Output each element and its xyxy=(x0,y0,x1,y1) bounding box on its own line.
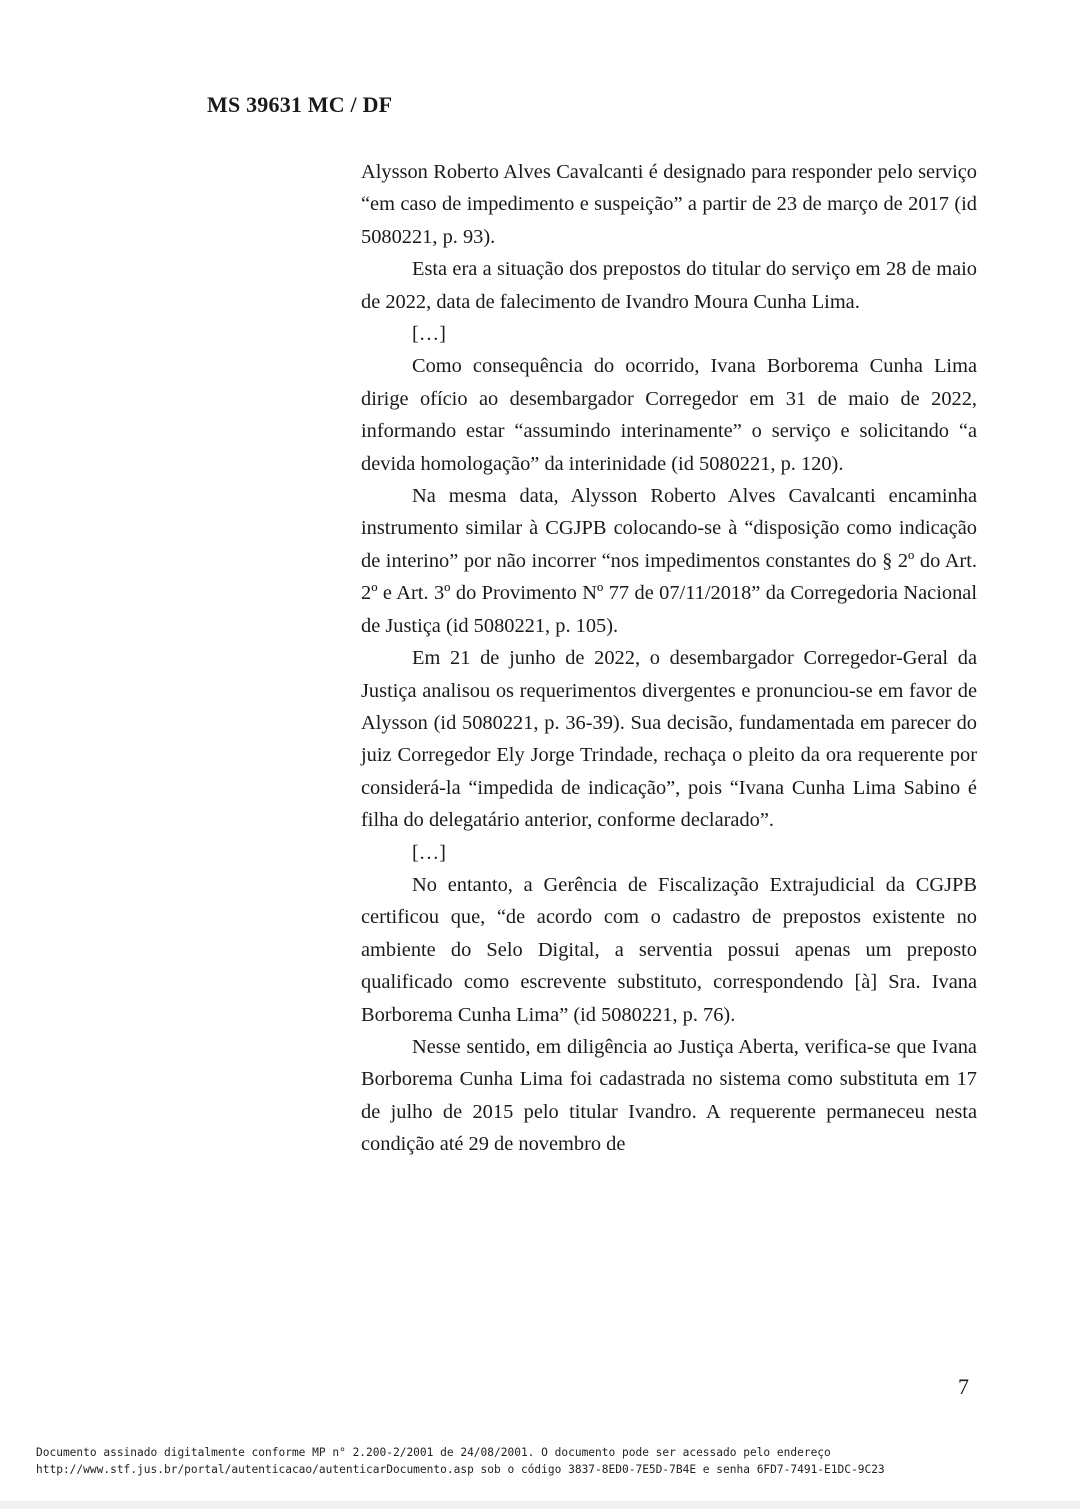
document-header: MS 39631 MC / DF xyxy=(207,92,393,117)
paragraph: Na mesma data, Alysson Roberto Alves Cavalcanti encaminha instrumento similar à CGJPB colocando-se à “disposição como indicação de interino” por não incorrer “nos impedimentos constantes do § 2º do Art. 2º e Art. 3º do Provimento Nº 77 de 07/11/2018” da Corregedoria Nacional de Justiça (id 5080221, p. 105). xyxy=(361,485,977,637)
paragraph: Como consequência do ocorrido, Ivana Borborema Cunha Lima dirige ofício ao desembargador Corregedor em 31 de maio de 2022, informando estar “assumindo interinamente” o serviço e solicitando “a devida homologação” da interinidade (id 5080221, p. 120). xyxy=(361,355,977,475)
page-number: 7 xyxy=(958,1374,969,1399)
footer-verification-line: http://www.stf.jus.br/portal/autenticacao/autenticarDocumento.asp sob o código 3837-8ED0-7E5D-7B4E e senha 6FD7-7491-E1DC-9C23 xyxy=(36,1463,885,1476)
footer-line: Documento assinado digitalmente conforme MP n° 2.200-2/2001 de 24/08/2001. O documento pode ser acessado pelo endereço xyxy=(36,1446,831,1459)
paragraph: Em 21 de junho de 2022, o desembargador Corregedor-Geral da Justiça analisou os requerimentos divergentes e pronunciou-se em favor de Alysson (id 5080221, p. 36-39). Sua decisão, fundamentada em parecer do juiz Corregedor Ely Jorge Trindade, rechaça o pleito da ora requerente por considerá-la “impedida de indicação”, pois “Ivana Cunha Lima Sabino é filha do delegatário anterior, conforme declarado”. xyxy=(361,647,977,832)
paragraph: No entanto, a Gerência de Fiscalização Extrajudicial da CGJPB certificou que, “de acordo com o cadastro de prepostos existente no ambiente do Selo Digital, a serventia possui apenas um preposto qualificado como escrevente substituto, correspondendo [à] Sra. Ivana Borborema Cunha Lima” (id 5080221, p. 76). xyxy=(361,873,977,1026)
digital-signature-footer xyxy=(36,1444,1036,1478)
omission-marker: […] xyxy=(412,841,446,864)
page-bottom-band xyxy=(0,1501,1080,1509)
omission-marker: […] xyxy=(412,323,446,346)
document-body xyxy=(361,156,977,1161)
paragraph: Alysson Roberto Alves Cavalcanti é designado para responder pelo serviço “em caso de impedimento e suspeição” a partir de 23 de março de 2017 (id 5080221, p. 93). xyxy=(361,161,977,248)
paragraph: Esta era a situação dos prepostos do titular do serviço em 28 de maio de 2022, data de falecimento de Ivandro Moura Cunha Lima. xyxy=(361,258,977,313)
paragraph: Nesse sentido, em diligência ao Justiça Aberta, verifica-se que Ivana Borborema Cunha Lima foi cadastrada no sistema como substituta em 17 de julho de 2015 pelo titular Ivandro. A requerente permaneceu nesta condição até 29 de novembro de xyxy=(361,1035,977,1156)
